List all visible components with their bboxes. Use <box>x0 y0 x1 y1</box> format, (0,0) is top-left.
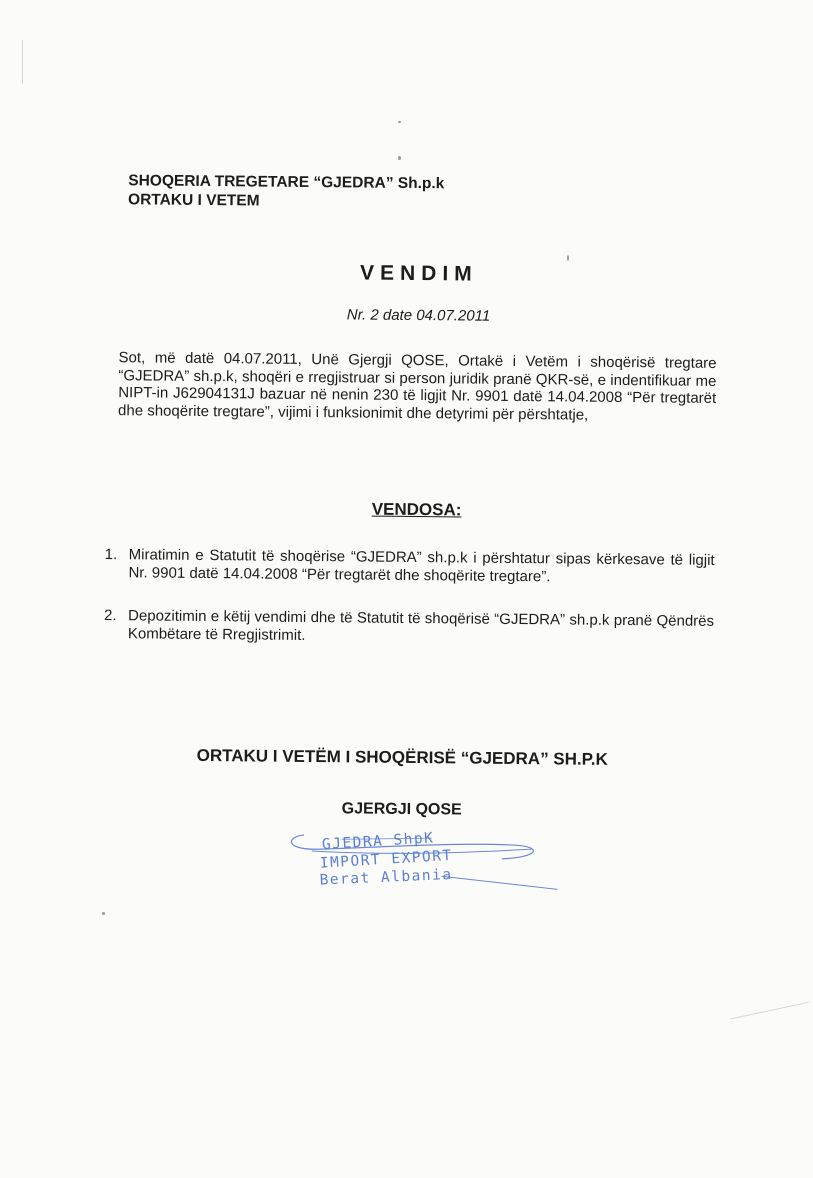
decision-text: Miratimin e Statutit të shoqërise “GJEDRA” sh.p.k i përshtatur sipas kërkesave të ligjit Nr. 9901 datë 14.04.2008 “Për tregtarët dhe shoqërite tregtare”. <box>128 546 715 585</box>
decided-heading: VENDOSA: <box>371 499 462 520</box>
company-name: SHOQERIA TREGETARE “GJEDRA” Sh.p.k <box>128 172 445 193</box>
stamp-line-location: Berat Albania <box>319 866 453 889</box>
decision-item <box>104 546 714 587</box>
owner-signature-line: ORTAKU I VETËM I SHOQËRISË “GJEDRA” SH.P.K <box>196 745 608 769</box>
decisions-list <box>104 546 715 648</box>
signer-name: GJERGJI QOSE <box>341 800 462 819</box>
intro-paragraph: Sot, më datë 04.07.2011, Unë Gjergji QOSE, Ortakë i Vetëm i shoqërisë tregtare “GJEDRA” sh.p.k, shoqëri e rregjistruar si person juridik pranë QKR-së, e indentifikuar me NIPT-in J62904131J bazuar në nenin 230 të ligjit Nr. 9901 datë 14.04.2008 “Për tregtarët dhe shoqërite tregtare”, vijimi i funksionimit dhe detyrimi për përshtatje, <box>117 349 717 424</box>
decision-item <box>104 607 714 648</box>
company-stamp <box>281 821 572 914</box>
company-role: ORTAKU I VETEM <box>128 191 260 210</box>
stamp-line-company: GJEDRA ShpK <box>321 830 435 854</box>
decision-number: 1. <box>104 546 118 564</box>
stamp-line-activity: IMPORT EXPORT <box>319 847 454 872</box>
document-number: Nr. 2 date 04.07.2011 <box>346 306 491 325</box>
decision-number: 2. <box>104 607 117 625</box>
decision-text: Depozitimin e këtij vendimi dhe të Statutit të shoqërisë “GJEDRA” sh.p.k pranë Qëndrës Kombëtare të Rregjistrimit. <box>127 607 715 644</box>
document-title: VENDIM <box>359 261 478 286</box>
company-header <box>128 171 444 212</box>
